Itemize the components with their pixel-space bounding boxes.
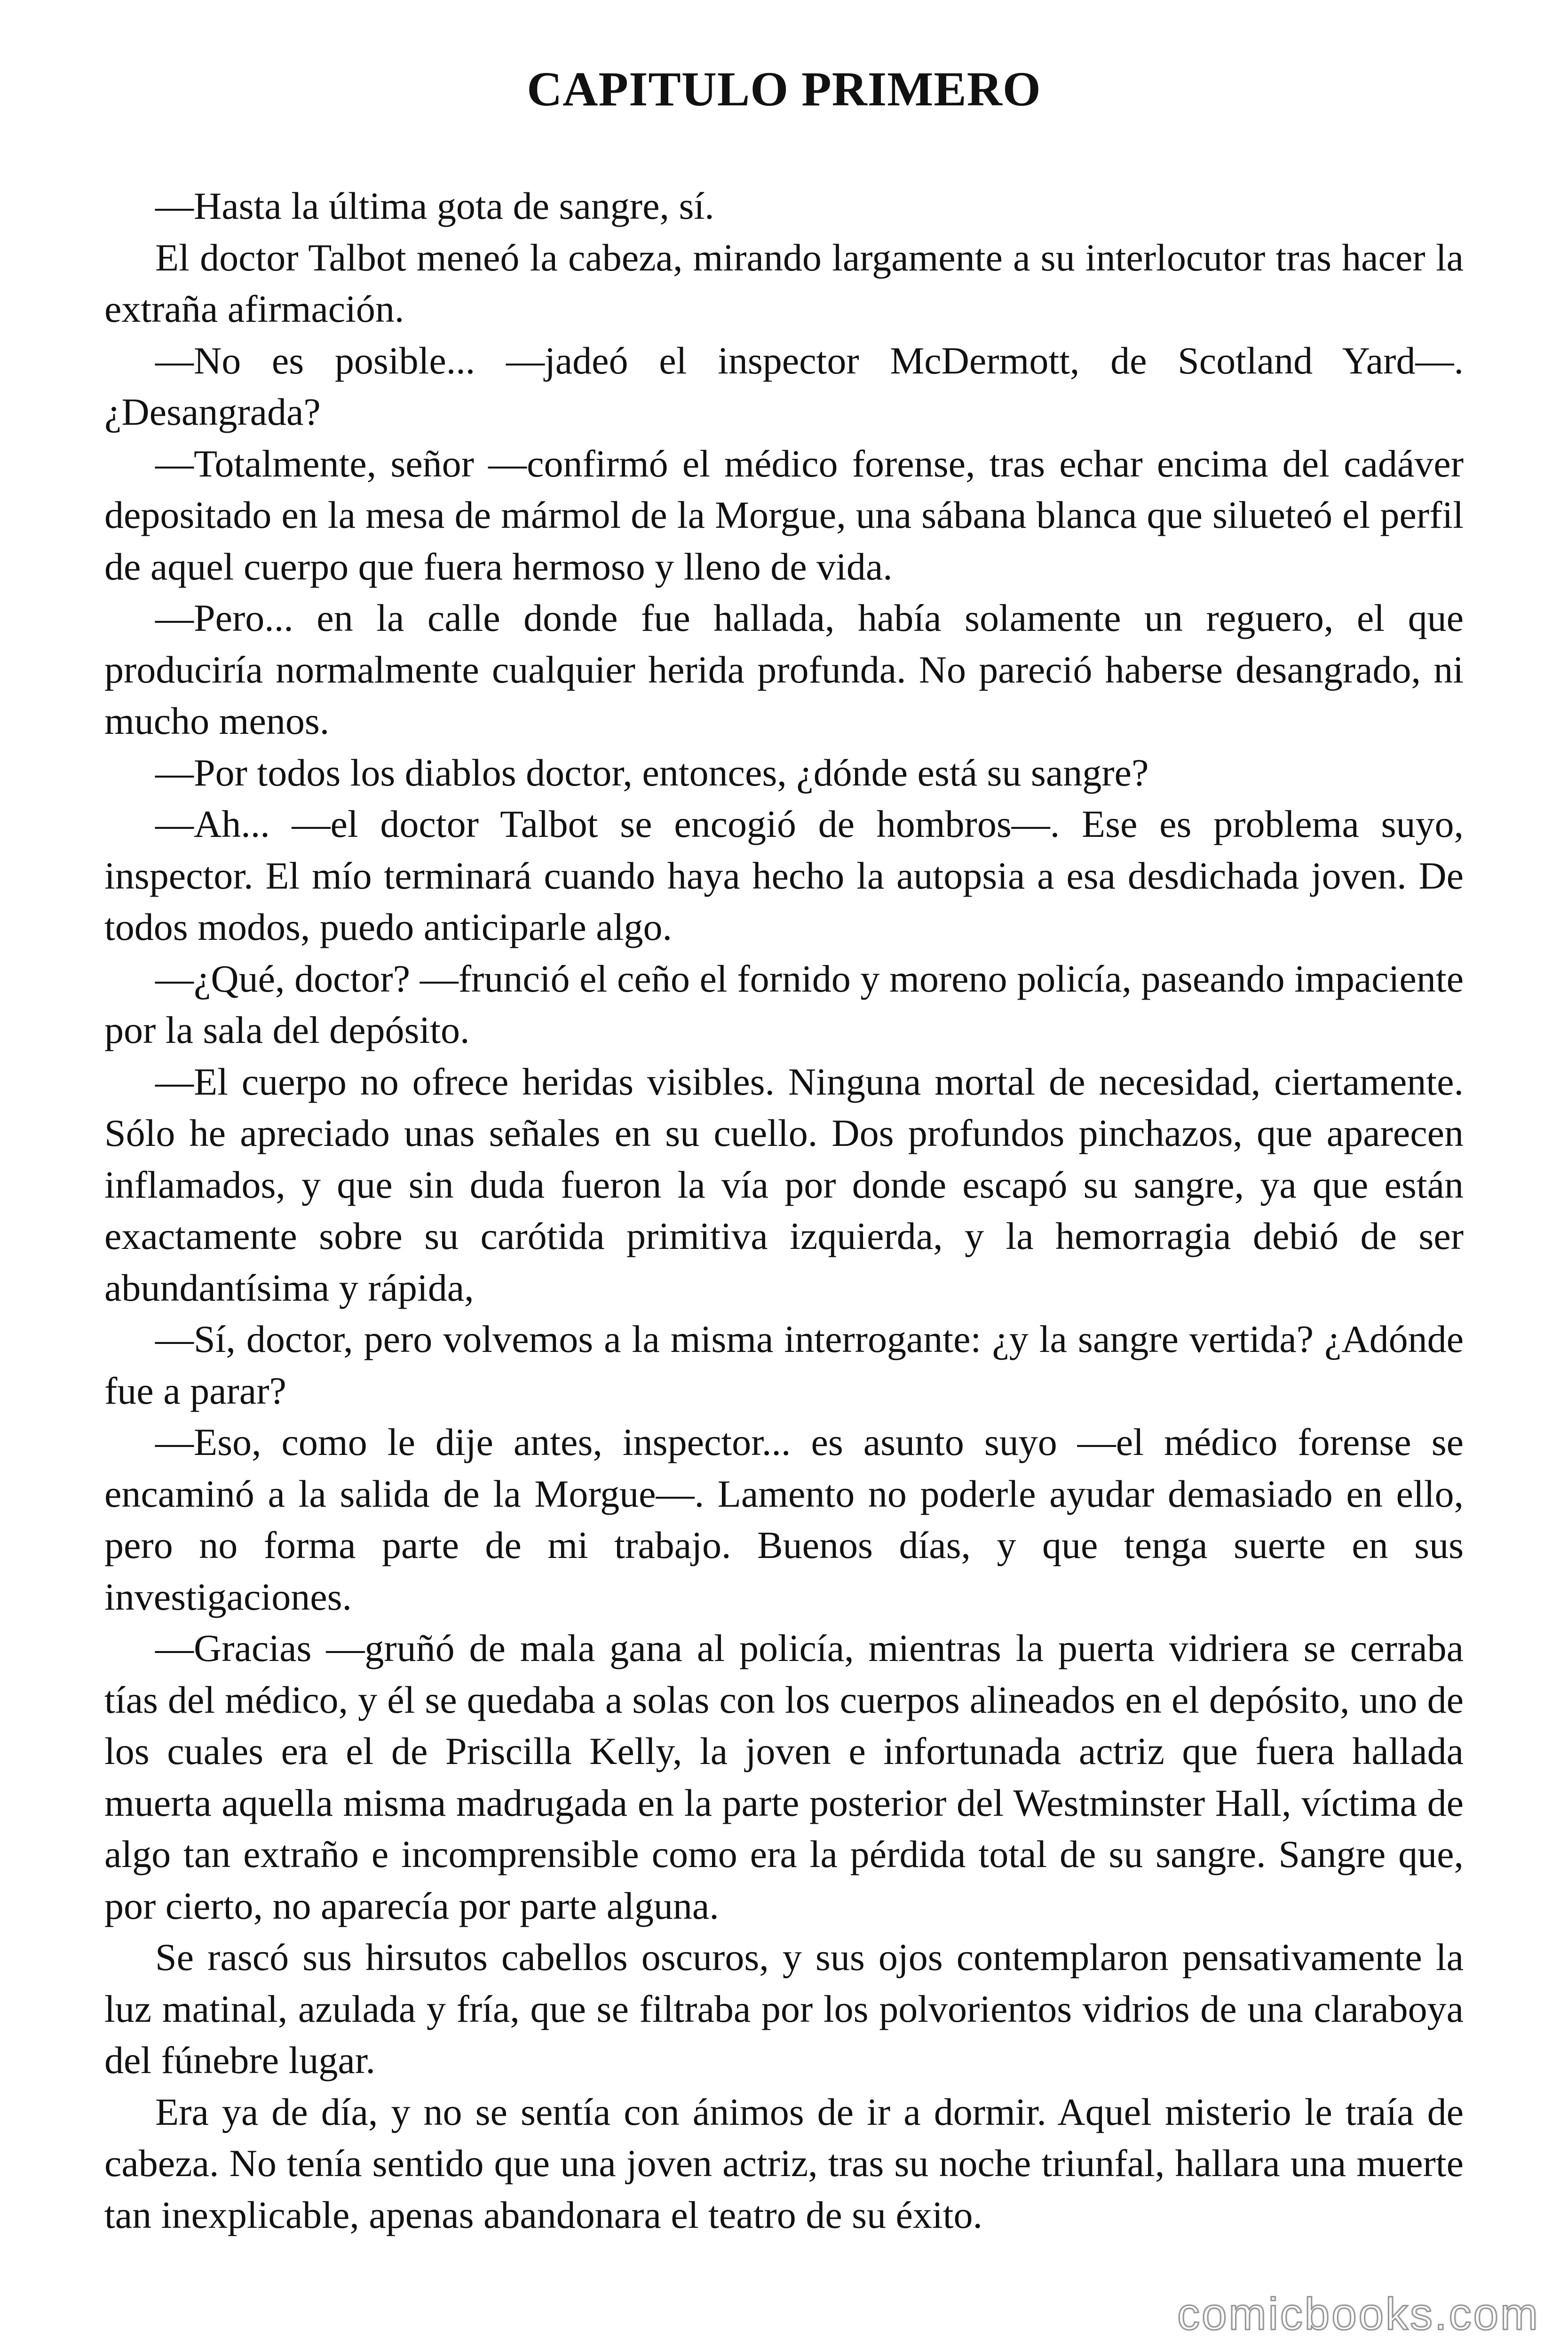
paragraph: —Totalmente, señor —confirmó el médico forense, tras echar encima del cadáver depositado en la mesa de mármol de la Morgue, una sábana blanca que silueteó el perfil de aquel cuerpo que fuera hermoso y lleno de vida. [104, 442, 1464, 588]
body-text [104, 180, 1464, 2241]
paragraph: —El cuerpo no ofrece heridas visibles. Ninguna mortal de necesidad, ciertamente. Sólo he apreciado unas señales en su cuello. Dos profundos pinchazos, que aparecen inflamados, y que sin duda fueron la vía por donde escapó su sangre, ya que están exactamente sobre su carótida primitiva izquierda, y la hemorragia debió de ser abundantísima y rápida, [104, 1060, 1464, 1309]
paragraph: —Pero... en la calle donde fue hallada, había solamente un reguero, el que produciría normalmente cualquier herida profunda. No pareció haberse desangrado, ni mucho menos. [104, 596, 1464, 742]
paragraph: El doctor Talbot meneó la cabeza, mirando largamente a su interlocutor tras hacer la extraña afirmación. [104, 236, 1464, 330]
paragraph: Se rascó sus hirsutos cabellos oscuros, y sus ojos contemplaron pensativamente la luz matinal, azulada y fría, que se filtraba por los polvorientos vidrios de una claraboya del fúnebre lugar. [104, 1936, 1464, 2082]
paragraph: —No es posible... —jadeó el inspector McDermott, de Scotland Yard—. ¿Desangrada? [104, 339, 1464, 433]
paragraph: —Ah... —el doctor Talbot se encogió de hombros—. Ese es problema suyo, inspector. El mío terminará cuando haya hecho la autopsia a esa desdichada joven. De todos modos, puedo anticiparle algo. [104, 803, 1464, 948]
paragraph: —Hasta la última gota de sangre, sí. [155, 184, 714, 227]
paragraph: —Eso, como le dije antes, inspector... es asunto suyo —el médico forense se encaminó a la salida de la Morgue—. Lamento no poderle ayudar demasiado en ello, pero no forma parte de mi trabajo. Buenos días, y que tenga suerte en sus investigaciones. [104, 1421, 1464, 1618]
paragraph: —Sí, doctor, pero volvemos a la misma interrogante: ¿y la sangre vertida? ¿Adónde fue a parar? [104, 1318, 1464, 1412]
paragraph: —¿Qué, doctor? —frunció el ceño el fornido y moreno policía, paseando impaciente por la sala del depósito. [104, 957, 1464, 1051]
paragraph: Era ya de día, y no se sentía con ánimos de ir a dormir. Aquel misterio le traía de cabeza. No tenía sentido que una joven actriz, tras su noche triunfal, hallara una muerte tan inexplicable, apenas abandonara el teatro de su éxito. [104, 2090, 1464, 2236]
watermark: comicbooks.com [1177, 2289, 1540, 2339]
paragraph: —Por todos los diablos doctor, entonces, ¿dónde está su sangre? [155, 751, 1149, 794]
paragraph: —Gracias —gruñó de mala gana al policía, mientras la puerta vidriera se cerraba tías del médico, y él se quedaba a solas con los cuerpos alineados en el depósito, uno de los cuales era el de Priscilla Kelly, la joven e infortunada actriz que fuera hallada muerta aquella misma madrugada en la parte posterior del Westminster Hall, víctima de algo tan extraño e incomprensible como era la pérdida total de su sangre. Sangre que, por cierto, no aparecía por parte alguna. [104, 1627, 1464, 1927]
chapter-title: CAPITULO PRIMERO [527, 62, 1041, 116]
